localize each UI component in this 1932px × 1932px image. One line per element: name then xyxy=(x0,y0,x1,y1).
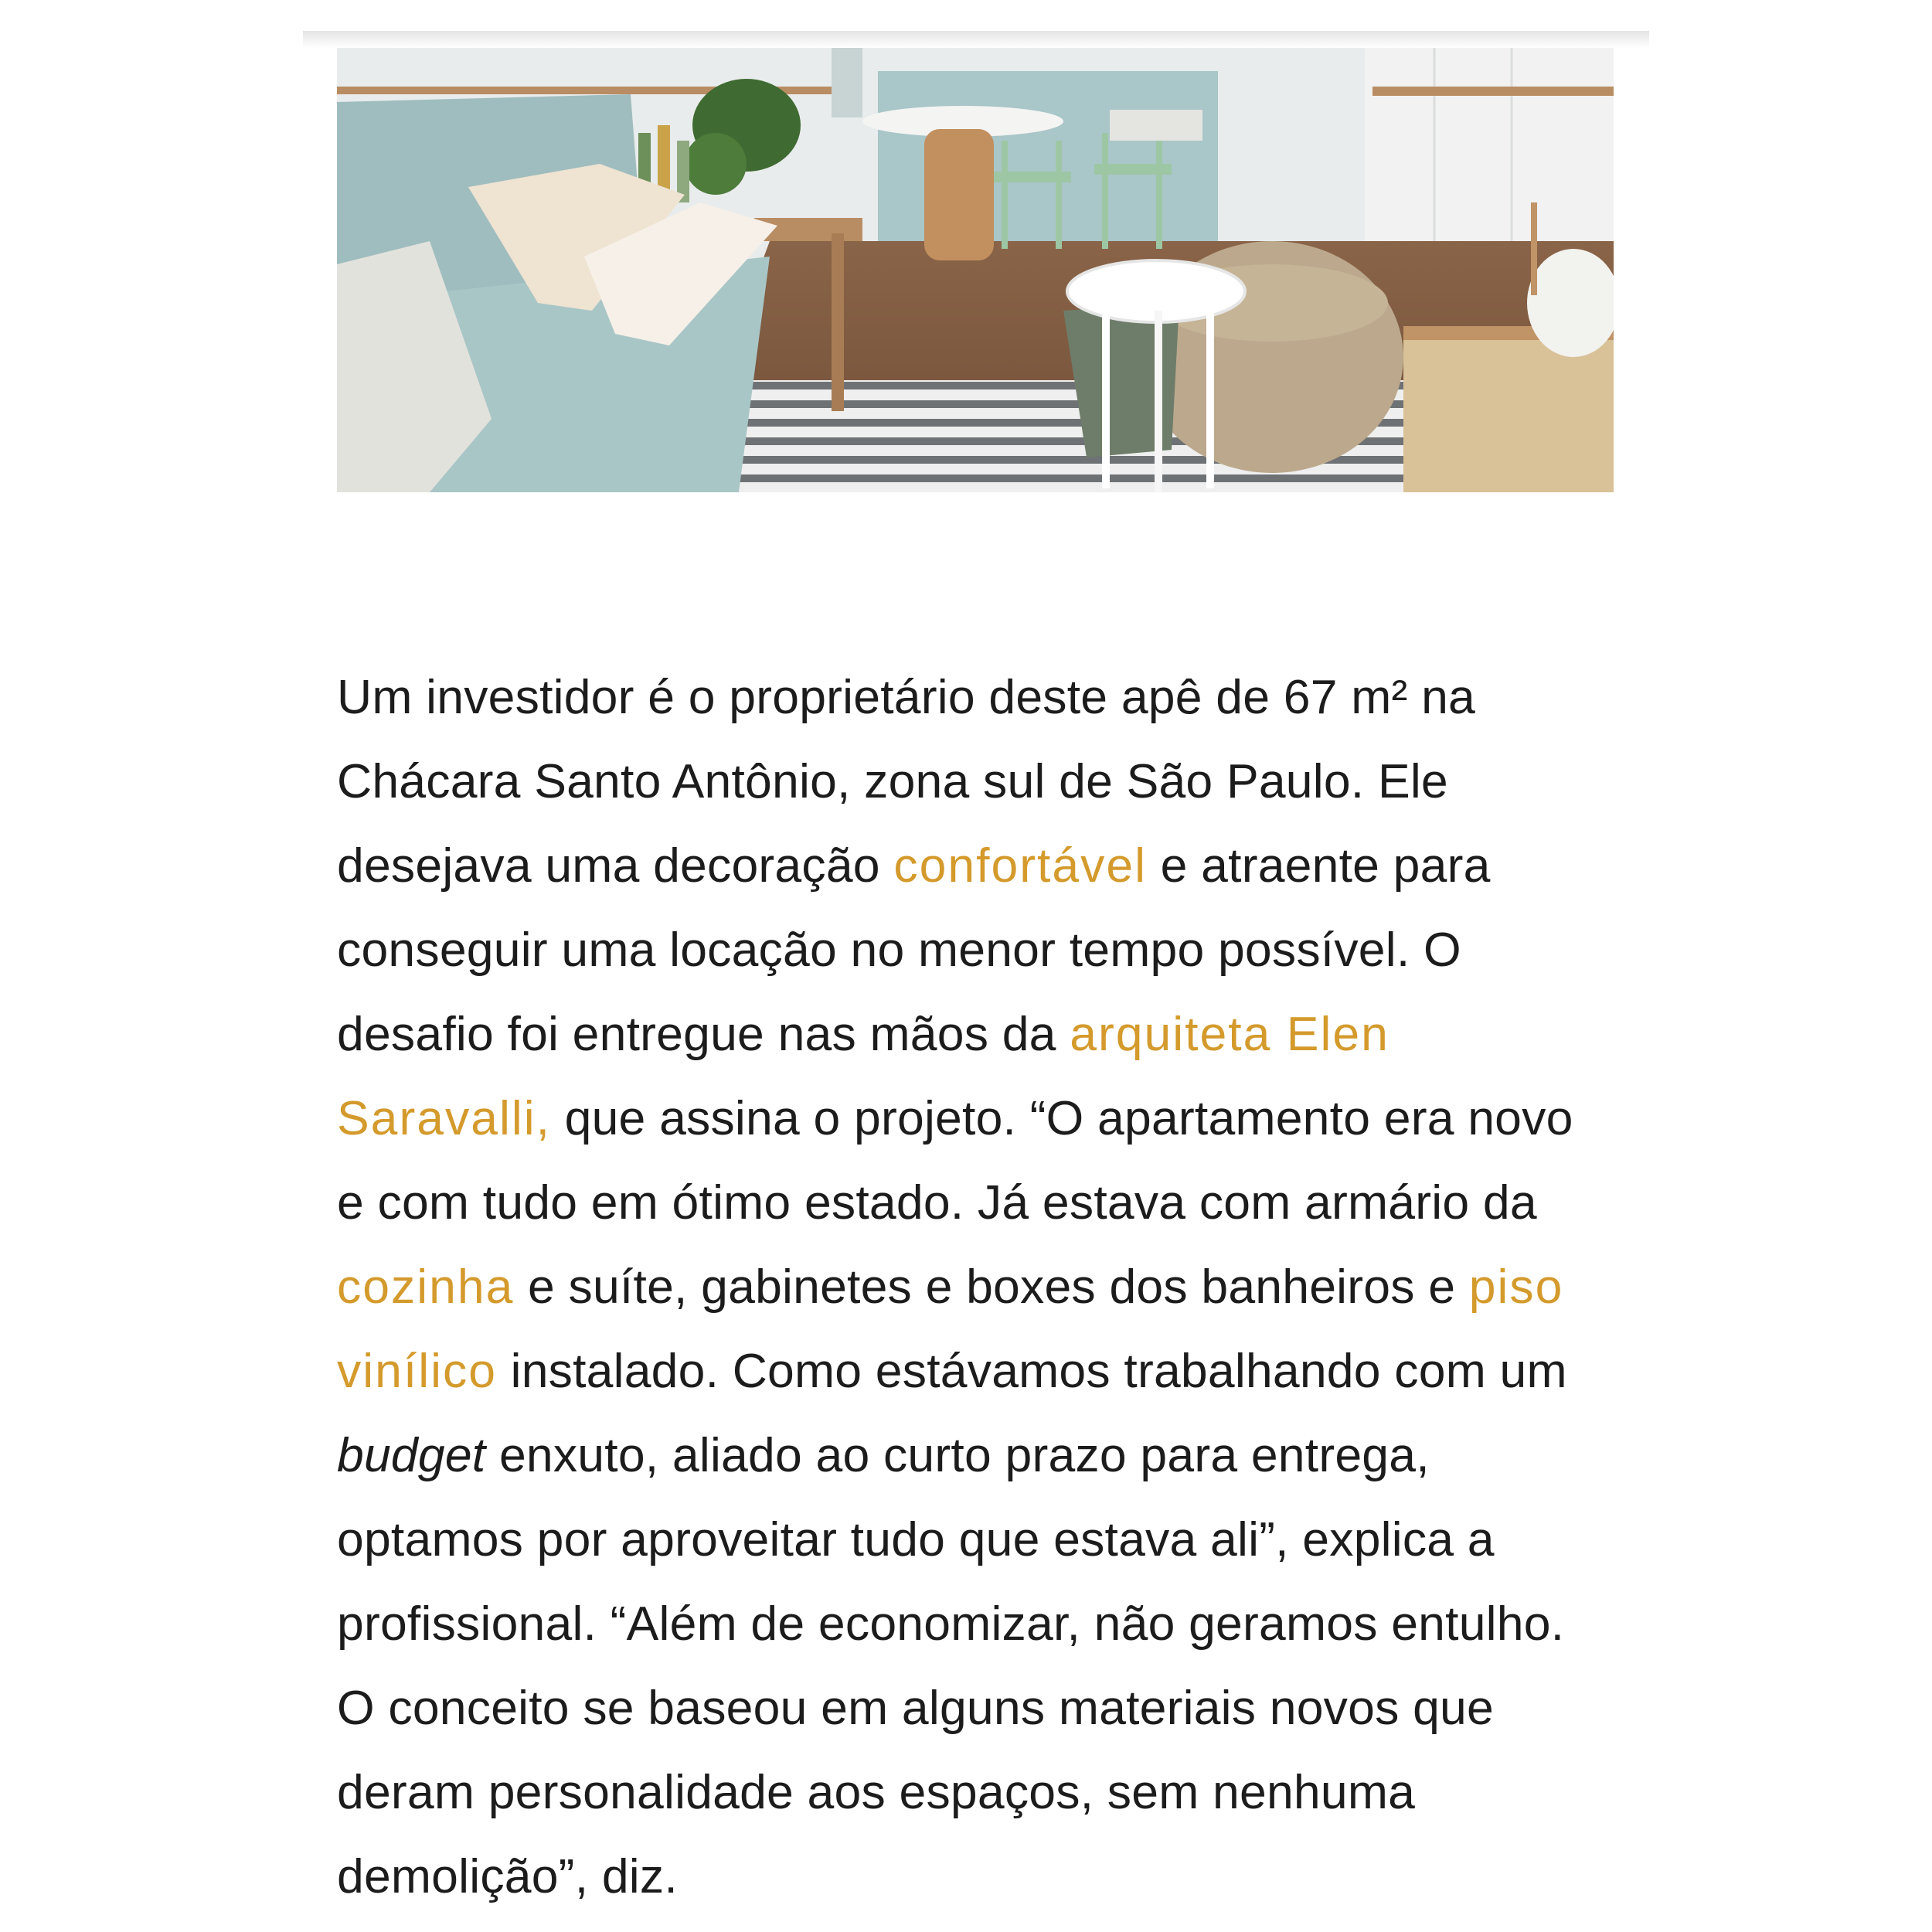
article-text-5: instalado. Como estávamos trabalhando com um xyxy=(497,1344,1567,1398)
article-text-1: Um investidor é o proprietário deste apê de 67 m² na Chácara Santo Antônio, zona sul de São Paulo. Ele desejava uma decoração xyxy=(337,670,1475,893)
article-text-3: que assina o projeto. “O apartamento era novo e com tudo em ótimo estado. Já estava com armário da xyxy=(337,1091,1573,1230)
top-bar-shadow xyxy=(303,31,1649,48)
link-confortavel[interactable]: confortável xyxy=(893,838,1148,893)
article-text-2: e atraente para conseguir uma locação no menor tempo possível. O desafio foi entregue nas mãos da xyxy=(337,838,1491,1061)
link-arquiteta-elen-saravalli[interactable]: arquiteta Elen Saravalli, xyxy=(337,1007,1389,1145)
article-text-4: e suíte, gabinetes e boxes dos banheiros e xyxy=(514,1260,1469,1314)
article-text-6: enxuto, aliado ao curto prazo para entrega, optamos por aproveitar tudo que estava ali”, explica a profissional. “Além de economizar, não geramos entulho. O conceito se baseou em alguns materiais novos que deram personalidade aos espaços, sem nenhuma demolição”, diz. xyxy=(337,1428,1565,1903)
emphasis-budget: budget xyxy=(337,1428,486,1482)
article-paragraph xyxy=(337,655,1614,1919)
link-piso-vinilico[interactable]: piso vinílico xyxy=(337,1260,1564,1398)
link-cozinha[interactable]: cozinha xyxy=(337,1260,515,1314)
article-hero-image xyxy=(337,48,1614,492)
